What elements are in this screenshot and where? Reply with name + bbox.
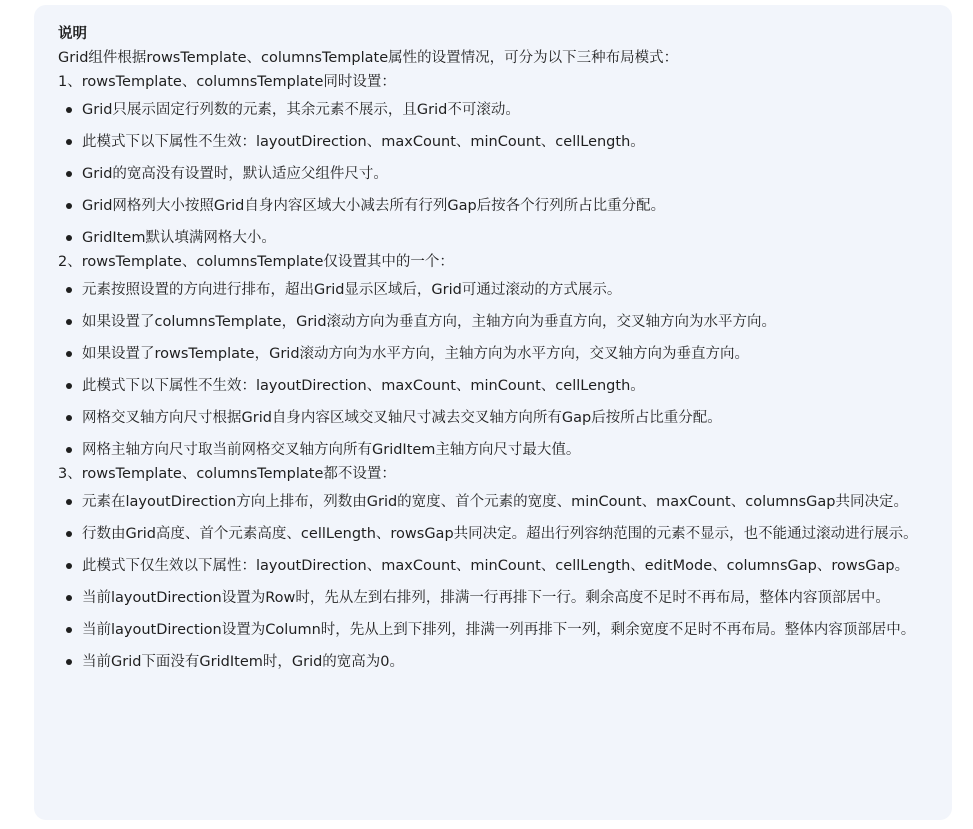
list-item: Grid的宽高没有设置时，默认适应父组件尺寸。: [58, 164, 926, 184]
list-item: 如果设置了rowsTemplate，Grid滚动方向为水平方向，主轴方向为水平方向，交叉轴方向为垂直方向。: [58, 344, 926, 364]
list-item: 元素按照设置的方向进行排布，超出Grid显示区域后，Grid可通过滚动的方式展示。: [58, 280, 926, 300]
note-callout: [34, 5, 952, 820]
mode-3-list: [58, 492, 926, 672]
list-item: 如果设置了columnsTemplate，Grid滚动方向为垂直方向，主轴方向为垂直方向，交叉轴方向为水平方向。: [58, 312, 926, 332]
list-item: 元素在layoutDirection方向上排布，列数由Grid的宽度、首个元素的宽度、minCount、maxCount、columnsGap共同决定。: [58, 492, 926, 512]
mode-3-heading: 3、rowsTemplate、columnsTemplate都不设置：: [58, 466, 396, 482]
note-intro: Grid组件根据rowsTemplate、columnsTemplate属性的设置情况，可分为以下三种布局模式：: [58, 50, 679, 66]
list-item: GridItem默认填满网格大小。: [58, 228, 926, 248]
mode-2-heading: 2、rowsTemplate、columnsTemplate仅设置其中的一个：: [58, 254, 454, 270]
list-item: 网格交叉轴方向尺寸根据Grid自身内容区域交叉轴尺寸减去交叉轴方向所有Gap后按所占比重分配。: [58, 408, 926, 428]
mode-2-list: [58, 280, 926, 460]
list-item: 此模式下以下属性不生效：layoutDirection、maxCount、minCount、cellLength。: [58, 376, 926, 396]
list-item: 此模式下仅生效以下属性：layoutDirection、maxCount、minCount、cellLength、editMode、columnsGap、rowsGap。: [58, 556, 926, 576]
list-item: 此模式下以下属性不生效：layoutDirection、maxCount、minCount、cellLength。: [58, 132, 926, 152]
list-item: 当前Grid下面没有GridItem时，Grid的宽高为0。: [58, 652, 926, 672]
list-item: 行数由Grid高度、首个元素高度、cellLength、rowsGap共同决定。超出行列容纳范围的元素不显示，也不能通过滚动进行展示。: [58, 524, 926, 544]
list-item: Grid只展示固定行列数的元素，其余元素不展示，且Grid不可滚动。: [58, 100, 926, 120]
mode-1-heading: 1、rowsTemplate、columnsTemplate同时设置：: [58, 74, 396, 90]
list-item: Grid网格列大小按照Grid自身内容区域大小减去所有行列Gap后按各个行列所占比重分配。: [58, 196, 926, 216]
list-item: 网格主轴方向尺寸取当前网格交叉轴方向所有GridItem主轴方向尺寸最大值。: [58, 440, 926, 460]
note-title: 说明: [58, 26, 87, 42]
list-item: 当前layoutDirection设置为Column时，先从上到下排列，排满一列再排下一列，剩余宽度不足时不再布局。整体内容顶部居中。: [58, 620, 926, 640]
mode-1-list: [58, 100, 926, 248]
list-item: 当前layoutDirection设置为Row时，先从左到右排列，排满一行再排下一行。剩余高度不足时不再布局，整体内容顶部居中。: [58, 588, 926, 608]
